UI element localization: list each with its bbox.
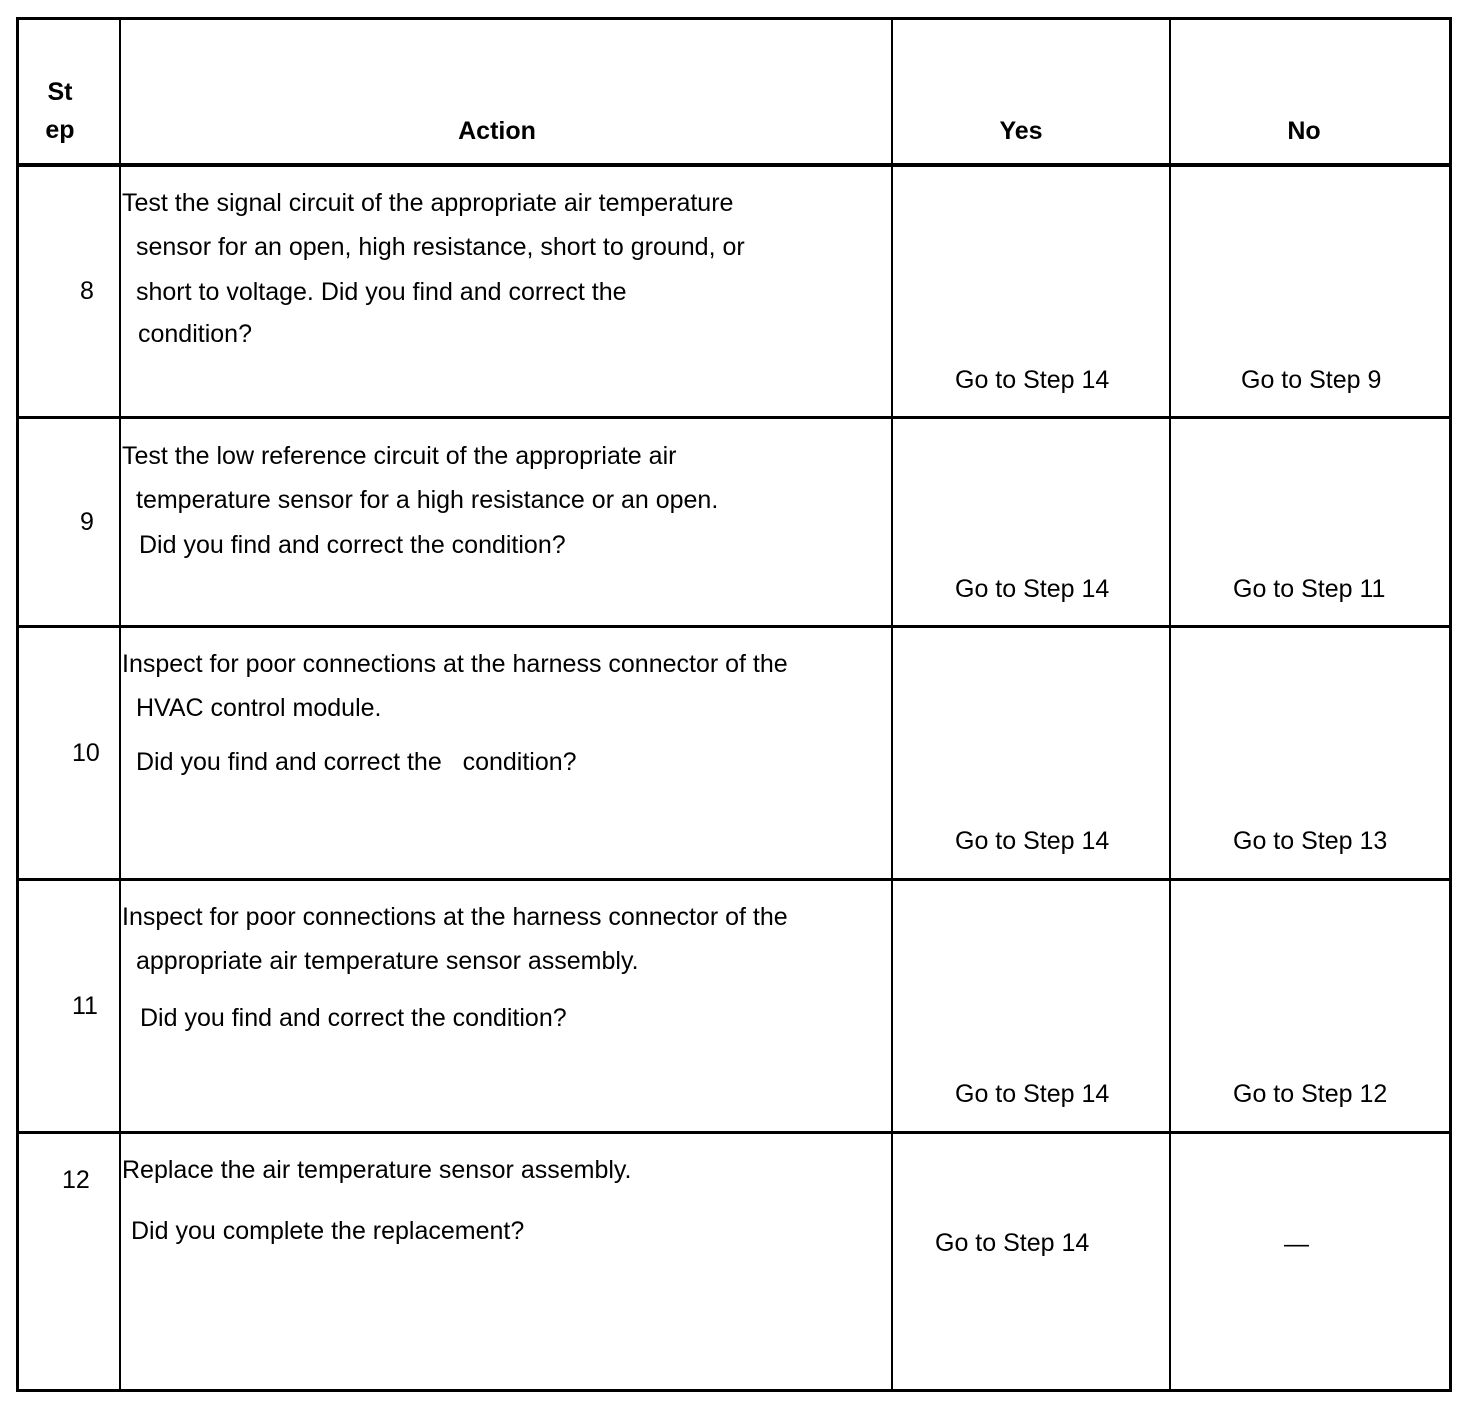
- no-result: Go to Step 12: [1233, 1080, 1388, 1108]
- action-line: temperature sensor for a high resistance or an open.: [136, 486, 719, 514]
- row-divider: [19, 416, 1449, 419]
- no-result: Go to Step 9: [1241, 366, 1382, 394]
- row-divider: [19, 878, 1449, 881]
- step-number: 11: [72, 992, 98, 1020]
- action-line: Inspect for poor connections at the harness connector of the: [122, 903, 788, 931]
- header-yes: Yes: [999, 117, 1043, 145]
- yes-result: Go to Step 14: [955, 1080, 1110, 1108]
- header-step: [16, 73, 104, 149]
- column-divider: [119, 20, 121, 1389]
- action-line: condition?: [138, 320, 252, 348]
- action-line: Replace the air temperature sensor assembly.: [122, 1156, 632, 1184]
- header-action: Action: [458, 117, 536, 145]
- action-line: Did you complete the replacement?: [131, 1217, 525, 1245]
- action-line: short to voltage. Did you find and correct the: [136, 278, 627, 306]
- yes-result: Go to Step 14: [955, 827, 1110, 855]
- no-result: Go to Step 11: [1233, 575, 1386, 603]
- action-line: sensor for an open, high resistance, short to ground, or: [136, 233, 745, 261]
- step-number: 9: [80, 508, 94, 536]
- step-number: 12: [62, 1166, 90, 1194]
- no-result: —: [1284, 1230, 1309, 1258]
- column-divider: [1169, 20, 1171, 1389]
- action-line: Test the low reference circuit of the appropriate air: [122, 442, 677, 470]
- yes-result: Go to Step 14: [935, 1229, 1090, 1257]
- header-step-line2: ep: [45, 116, 75, 144]
- step-number: 10: [72, 739, 100, 767]
- header-step-line1: St: [47, 78, 73, 106]
- header-divider: [19, 163, 1449, 167]
- action-line: Did you find and correct the condition?: [139, 531, 566, 559]
- action-line: appropriate air temperature sensor assembly.: [136, 947, 639, 975]
- yes-result: Go to Step 14: [955, 575, 1110, 603]
- header-no: No: [1287, 117, 1321, 145]
- action-line: Did you find and correct the condition?: [140, 1004, 567, 1032]
- row-divider: [19, 625, 1449, 628]
- step-number: 8: [80, 277, 94, 305]
- action-line: Test the signal circuit of the appropriate air temperature: [122, 189, 734, 217]
- action-line: Inspect for poor connections at the harness connector of the: [122, 650, 788, 678]
- no-result: Go to Step 13: [1233, 827, 1388, 855]
- row-divider: [19, 1131, 1449, 1134]
- action-line: HVAC control module.: [136, 694, 382, 722]
- action-line: Did you find and correct the condition?: [136, 748, 577, 776]
- yes-result: Go to Step 14: [955, 366, 1110, 394]
- column-divider: [891, 20, 893, 1389]
